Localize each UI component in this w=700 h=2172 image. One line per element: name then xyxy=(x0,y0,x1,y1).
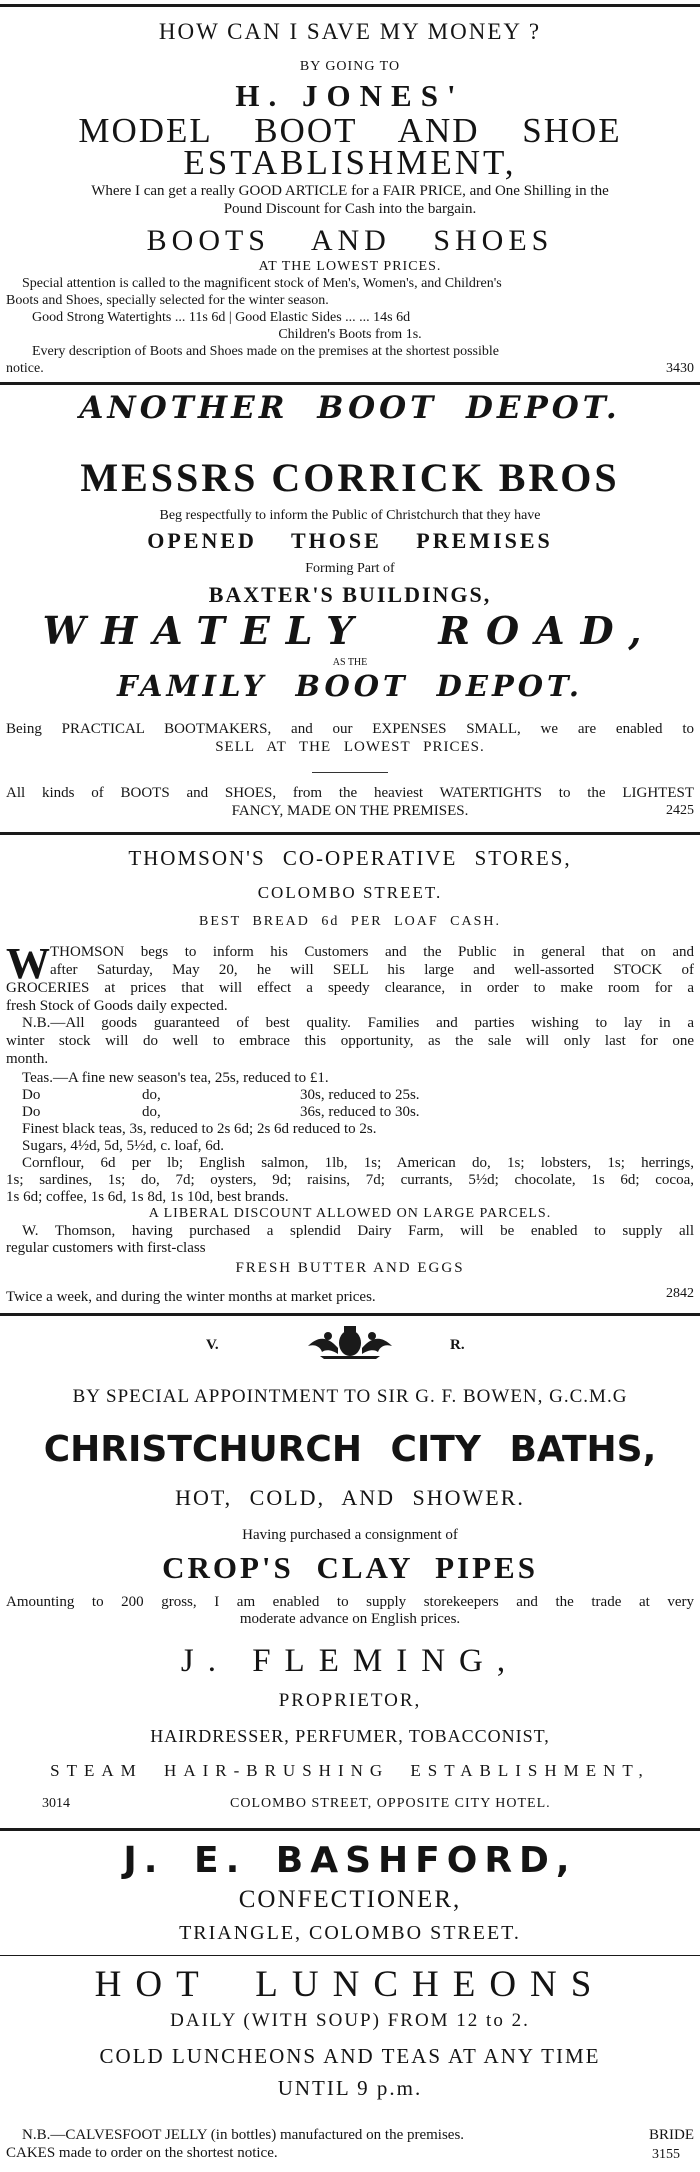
baths-steam: STEAM HAIR-BRUSHING ESTABLISHMENT, xyxy=(50,1761,650,1780)
bashford-until: UNTIL 9 p.m. xyxy=(277,2076,423,2100)
corrick-baxters: BAXTER'S BUILDINGS, xyxy=(208,582,492,607)
jones-childrens-boots: Children's Boots from 1s. xyxy=(278,327,422,342)
jones-model-boot: MODEL BOOT AND SHOE xyxy=(78,111,622,150)
thomson-tea-line-2-do2: do, xyxy=(142,1087,161,1103)
thomson-tea-line-3-price: 36s, reduced to 30s. xyxy=(300,1104,420,1120)
bashford-daily: DAILY (WITH SOUP) FROM 12 to 2. xyxy=(170,2010,530,2031)
top-rule xyxy=(0,4,700,7)
baths-having: Having purchased a consignment of xyxy=(242,1527,458,1543)
thomson-tea-line-3-do: Do xyxy=(22,1104,41,1120)
corrick-being-line-2: SELL AT THE LOWEST PRICES. xyxy=(215,739,485,755)
thomson-nb-line-2: winter stock will do well to embrace this opportunity, as the sale will only last for one xyxy=(6,1033,694,1049)
baths-proprietor: PROPRIETOR, xyxy=(278,1690,422,1711)
thomson-ref-number: 2842 xyxy=(666,1286,694,1301)
thomson-headline: THOMSON'S CO-OPERATIVE STORES, xyxy=(128,846,572,870)
corrick-whately: WHATELY ROAD, xyxy=(42,608,658,653)
thomson-black-teas: Finest black teas, 3s, reduced to 2s 6d; 2s 6d reduced to 2s. xyxy=(22,1121,377,1137)
thomson-p1-line-2: after Saturday, May 20, he will SELL his large and well-assorted STOCK of xyxy=(50,962,694,978)
jones-where-line-2: Pound Discount for Cash into the bargain. xyxy=(223,201,477,217)
jones-name: H. JONES' xyxy=(235,78,465,113)
jones-boots-shoes: BOOTS AND SHOES xyxy=(146,224,554,257)
rule-corrick xyxy=(0,382,700,385)
corrick-short-rule xyxy=(312,772,388,773)
thomson-p1-line-4: fresh Stock of Goods daily expected. xyxy=(6,998,228,1014)
baths-amounting-line-2: moderate advance on English prices. xyxy=(239,1611,461,1627)
jones-where-line-1: Where I can get a really GOOD ARTICLE for a FAIR PRICE, and One Shilling in the xyxy=(91,183,609,199)
rule-thomson xyxy=(0,832,700,835)
jones-lowest-prices: AT THE LOWEST PRICES. xyxy=(258,259,442,274)
jones-special-line-2: Boots and Shoes, specially selected for the winter season. xyxy=(6,293,329,308)
baths-amounting-line-1: Amounting to 200 gross, I am enabled to supply storekeepers and the trade at very xyxy=(6,1594,694,1610)
thomson-twice-a-week: Twice a week, and during the winter months at market prices. xyxy=(6,1289,376,1305)
jones-every-line-2: notice. xyxy=(6,361,44,376)
thomson-sugars: Sugars, 4½d, 5d, 5½d, c. loaf, 6d. xyxy=(22,1138,225,1154)
bashford-nb-line-2: CAKES made to order on the shortest notice. xyxy=(6,2145,278,2161)
bashford-nb-line-1: N.B.—CALVESFOOT JELLY (in bottles) manufactured on the premises. xyxy=(22,2127,465,2143)
bashford-triangle: TRIANGLE, COLOMBO STREET. xyxy=(179,1922,521,1944)
corrick-beg: Beg respectfully to inform the Public of Christchurch that they have xyxy=(159,508,541,523)
jones-ref-number: 3430 xyxy=(666,361,694,376)
jones-headline: HOW CAN I SAVE MY MONEY ? xyxy=(158,19,542,44)
corrick-all-kinds-line-1: All kinds of BOOTS and SHOES, from the heaviest WATERTIGHTS to the LIGHTEST xyxy=(6,785,694,801)
thomson-dairy-line-2: regular customers with first-class xyxy=(6,1240,206,1256)
corrick-ref-number: 2425 xyxy=(666,803,694,818)
thomson-cornflour-line-1: Cornflour, 6d per lb; English salmon, 1lb, 1s; American do, 1s; lobsters, 1s; herrings, xyxy=(22,1155,694,1171)
royal-crest-icon xyxy=(300,1322,400,1360)
thomson-tea-line-2-price: 30s, reduced to 25s. xyxy=(300,1087,420,1103)
bashford-ref-number: 3155 xyxy=(652,2147,680,2162)
corrick-all-kinds-line-2: FANCY, MADE ON THE PREMISES. xyxy=(231,803,469,819)
rule-luncheons xyxy=(0,1955,700,1956)
thomson-p1-line-3: GROCERIES at prices that will effect a speedy clearance, in order to make room for a xyxy=(6,980,694,996)
thomson-dairy-line-1: W. Thomson, having purchased a splendid Dairy Farm, will be enabled to supply all xyxy=(22,1223,694,1239)
corrick-forming: Forming Part of xyxy=(305,561,395,576)
baths-colombo: COLOMBO STREET, OPPOSITE CITY HOTEL. xyxy=(230,1796,551,1811)
baths-hairdresser: HAIRDRESSER, PERFUMER, TOBACCONIST, xyxy=(150,1726,550,1746)
thomson-p1-line-1: THOMSON begs to inform his Customers and the Public in general that on and xyxy=(50,944,694,960)
baths-ref-number: 3014 xyxy=(42,1796,70,1811)
corrick-being-line-1: Being PRACTICAL BOOTMAKERS, and our EXPENSES SMALL, we are enabled to xyxy=(6,721,694,737)
thomson-tea-line-3-do2: do, xyxy=(142,1104,161,1120)
thomson-street: COLOMBO STREET. xyxy=(257,883,443,902)
baths-crest-v: V. xyxy=(206,1337,219,1353)
bashford-hot-luncheons: HOT LUNCHEONS xyxy=(94,1964,606,2005)
baths-appointment: BY SPECIAL APPOINTMENT TO SIR G. F. BOWEN, G.C.M.G xyxy=(72,1386,628,1407)
bashford-cold-luncheons: COLD LUNCHEONS AND TEAS AT ANY TIME xyxy=(99,2044,601,2068)
corrick-opened: OPENED THOSE PREMISES xyxy=(147,528,553,553)
bashford-bride: BRIDE xyxy=(649,2127,694,2143)
thomson-nb-line-1: N.B.—All goods guaranteed of best quality. Families and parties wishing to lay in a xyxy=(22,1015,694,1031)
bashford-name: J. E. BASHFORD, xyxy=(123,1840,577,1881)
rule-baths xyxy=(0,1313,700,1316)
jones-special-line-1: Special attention is called to the magnificent stock of Men's, Women's, and Children's xyxy=(22,276,502,291)
bashford-confectioner: CONFECTIONER, xyxy=(238,1886,462,1913)
jones-price-list: Good Strong Watertights ... 11s 6d | Good Elastic Sides ... ... 14s 6d xyxy=(32,310,411,325)
thomson-nb-line-3: month. xyxy=(6,1051,49,1067)
corrick-family: FAMILY BOOT DEPOT. xyxy=(117,669,583,703)
thomson-cornflour-line-2: 1s; sardines, 1s; do, 7d; oysters, 9d; raisins, 7d; currants, 5½d; chocolate, 1s 6d; cocoa, xyxy=(6,1172,694,1188)
jones-every-line-1: Every description of Boots and Shoes made on the premises at the shortest possible xyxy=(32,344,499,359)
baths-crops-clay-pipes: CROP'S CLAY PIPES xyxy=(162,1550,538,1585)
baths-fleming: J. FLEMING, xyxy=(180,1643,520,1679)
jones-establishment: ESTABLISHMENT, xyxy=(183,143,517,182)
rule-bashford xyxy=(0,1828,700,1831)
thomson-bread: BEST BREAD 6d PER LOAF CASH. xyxy=(198,914,501,929)
thomson-butter-eggs: FRESH BUTTER AND EGGS xyxy=(235,1260,465,1276)
thomson-discount: A LIBERAL DISCOUNT ALLOWED ON LARGE PARCELS. xyxy=(148,1206,552,1221)
thomson-tea-line-1: Teas.—A fine new season's tea, 25s, reduced to £1. xyxy=(22,1070,329,1086)
thomson-tea-line-2-do: Do xyxy=(22,1087,41,1103)
baths-name: CHRISTCHURCH CITY BATHS, xyxy=(43,1429,657,1470)
jones-by-going: BY GOING TO xyxy=(299,59,401,74)
corrick-name: MESSRS CORRICK BROS xyxy=(80,455,620,500)
baths-crest-r: R. xyxy=(450,1337,465,1353)
baths-hot-cold-shower: HOT, COLD, AND SHOWER. xyxy=(175,1485,525,1510)
corrick-headline: ANOTHER BOOT DEPOT. xyxy=(79,390,621,426)
corrick-as-the: AS THE xyxy=(332,657,368,668)
thomson-dropcap: W xyxy=(6,939,50,988)
thomson-cornflour-line-3: 1s 6d; coffee, 1s 6d, 1s 8d, 1s 10d, best brands. xyxy=(6,1189,289,1205)
